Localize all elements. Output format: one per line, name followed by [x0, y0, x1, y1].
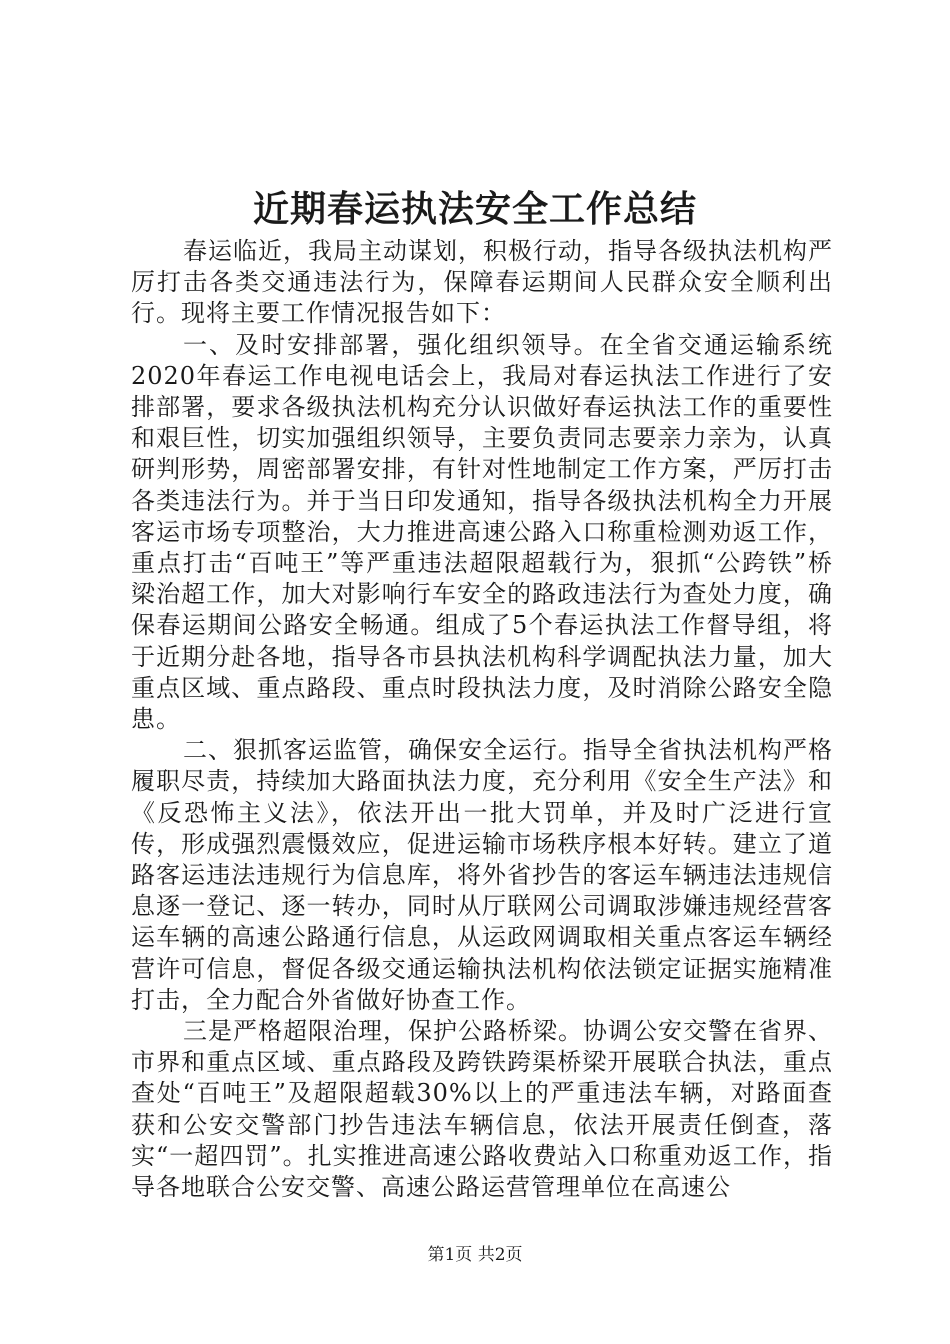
paragraph-section-1: 一、及时安排部署，强化组织领导。在全省交通运输系统2020年春运工作电视电话会上，我局对春运执法工作进行了安排部署，要求各级执法机构充分认识做好春运执法工作的重要性和艰巨性，切实加强组织领导，主要负责同志要亲力亲为，认真研判形势，周密部署安排，有针对性地制定工作方案，严厉打击各类违法行为。并于当日印发通知，指导各级执法机构全力开展客运市场专项整治，大力推进高速公路入口称重检测劝返工作，重点打击“百吨王”等严重违法超限超载行为，狠抓“公跨铁”桥梁治超工作，加大对影响行车安全的路政违法行为查处力度，确保春运期间公路安全畅通。组成了5个春运执法工作督导组，将于近期分赴各地，指导各市县执法机构科学调配执法力量，加大重点区域、重点路段、重点时段执法力度，及时消除公路安全隐患。 [131, 330, 833, 734]
paragraph-section-2: 二、狠抓客运监管，确保安全运行。指导全省执法机构严格履职尽责，持续加大路面执法力度，充分利用《安全生产法》和《反恐怖主义法》，依法开出一批大罚单，并及时广泛进行宣传，形成强烈震慑效应，促进运输市场秩序根本好转。建立了道路客运违法违规行为信息库，将外省抄告的客运车辆违法违规信息逐一登记、逐一转办，同时从厅联网公司调取涉嫌违规经营客运车辆的高速公路通行信息，从运政网调取相关重点客运车辆经营许可信息，督促各级交通运输执法机构依法锁定证据实施精准打击，全力配合外省做好协查工作。 [131, 736, 833, 1014]
document-title: 近期春运执法安全工作总结 [252, 188, 697, 230]
paragraph-intro: 春运临近，我局主动谋划，积极行动，指导各级执法机构严厉打击各类交通违法行为，保障春运期间人民群众安全顺利出行。现将主要工作情况报告如下： [131, 237, 833, 328]
paragraph-section-3: 三是严格超限治理，保护公路桥梁。协调公安交警在省界、市界和重点区域、重点路段及跨铁跨渠桥梁开展联合执法，重点查处“百吨王”及超限超载30%以上的严重违法车辆，对路面查获和公安交警部门抄告违法车辆信息，依法开展责任倒查，落实“一超四罚”。扎实推进高速公路收费站入口称重劝返工作，指导各地联合公安交警、高速公路运营管理单位在高速公 [131, 1017, 833, 1202]
document-body [131, 236, 833, 1203]
page-number-footer: 第1页 共2页 [427, 1245, 523, 1265]
